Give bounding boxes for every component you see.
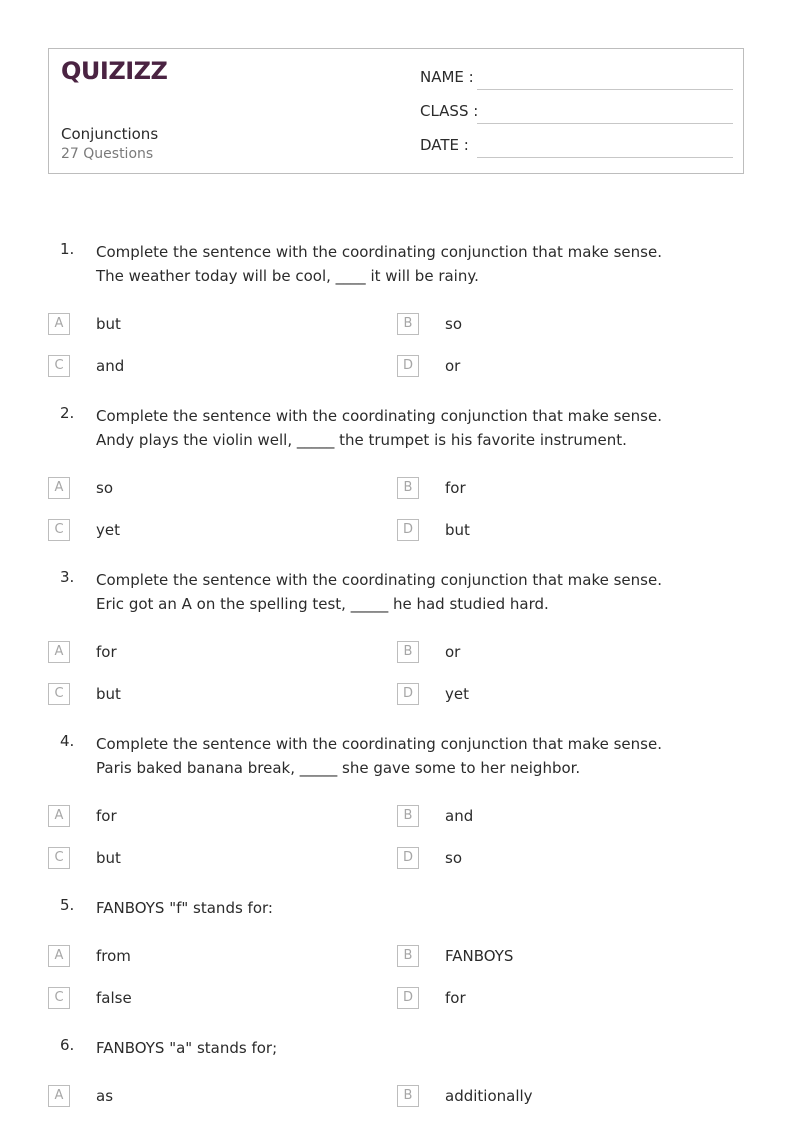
option-d[interactable] <box>397 519 697 543</box>
option-text: additionally <box>445 1087 533 1105</box>
question-line: FANBOYS "f" stands for: <box>96 899 273 917</box>
option-text: or <box>445 643 461 661</box>
option-letter: B <box>397 313 419 335</box>
question-text <box>96 568 736 616</box>
option-letter: B <box>397 945 419 967</box>
option-text: yet <box>445 685 469 703</box>
question-number: 1. <box>60 240 75 258</box>
option-letter: C <box>48 683 70 705</box>
option-letter: C <box>48 355 70 377</box>
option-text: false <box>96 989 132 1007</box>
option-text: for <box>445 989 466 1007</box>
option-b[interactable] <box>397 313 697 337</box>
question-count: 27 Questions <box>61 146 154 162</box>
question-number: 5. <box>60 896 75 914</box>
option-letter: C <box>48 519 70 541</box>
question-number: 4. <box>60 732 75 750</box>
question-text <box>96 1036 736 1060</box>
option-letter: A <box>48 477 70 499</box>
option-b[interactable] <box>397 641 697 665</box>
option-text: as <box>96 1087 114 1105</box>
option-a[interactable] <box>48 945 348 969</box>
option-b[interactable] <box>397 1085 697 1109</box>
option-letter: D <box>397 683 419 705</box>
option-letter: B <box>397 641 419 663</box>
option-text: so <box>445 315 462 333</box>
question-line: Complete the sentence with the coordinating conjunction that make sense. <box>96 243 662 261</box>
option-a[interactable] <box>48 477 348 501</box>
option-text: so <box>445 849 462 867</box>
worksheet-header <box>48 48 744 174</box>
class-line <box>477 123 733 124</box>
date-line <box>477 157 733 158</box>
question-line: Complete the sentence with the coordinating conjunction that make sense. <box>96 571 662 589</box>
option-a[interactable] <box>48 1085 348 1109</box>
option-a[interactable] <box>48 805 348 829</box>
option-text: for <box>96 807 117 825</box>
option-text: yet <box>96 521 120 539</box>
option-d[interactable] <box>397 355 697 379</box>
option-text: from <box>96 947 131 965</box>
option-text: but <box>96 315 121 333</box>
option-text: for <box>445 479 466 497</box>
question-text <box>96 896 736 920</box>
question-text <box>96 404 736 452</box>
option-letter: D <box>397 847 419 869</box>
option-d[interactable] <box>397 683 697 707</box>
option-text: but <box>96 849 121 867</box>
option-letter: A <box>48 805 70 827</box>
option-letter: B <box>397 805 419 827</box>
option-c[interactable] <box>48 355 348 379</box>
quizizz-logo: QUIZIZZ <box>61 57 168 85</box>
question-line: Complete the sentence with the coordinating conjunction that make sense. <box>96 407 662 425</box>
name-line <box>477 89 733 90</box>
option-letter: A <box>48 313 70 335</box>
option-c[interactable] <box>48 987 348 1011</box>
question-text <box>96 240 736 288</box>
question-line: The weather today will be cool, ____ it will be rainy. <box>96 267 479 285</box>
option-letter: A <box>48 1085 70 1107</box>
question-number: 3. <box>60 568 75 586</box>
option-c[interactable] <box>48 847 348 871</box>
question-line: Andy plays the violin well, _____ the trumpet is his favorite instrument. <box>96 431 627 449</box>
option-text: for <box>96 643 117 661</box>
option-text: but <box>96 685 121 703</box>
question-line: Eric got an A on the spelling test, _____ he had studied hard. <box>96 595 549 613</box>
option-letter: C <box>48 847 70 869</box>
option-c[interactable] <box>48 519 348 543</box>
option-c[interactable] <box>48 683 348 707</box>
option-d[interactable] <box>397 847 697 871</box>
question-line: Paris baked banana break, _____ she gave some to her neighbor. <box>96 759 581 777</box>
option-text: so <box>96 479 113 497</box>
date-label: DATE : <box>420 136 469 154</box>
option-text: or <box>445 357 461 375</box>
option-letter: A <box>48 641 70 663</box>
option-letter: B <box>397 477 419 499</box>
question-number: 2. <box>60 404 75 422</box>
class-label: CLASS : <box>420 102 479 120</box>
option-letter: D <box>397 355 419 377</box>
option-text: and <box>96 357 125 375</box>
option-text: but <box>445 521 470 539</box>
question-line: FANBOYS "a" stands for; <box>96 1039 278 1057</box>
option-b[interactable] <box>397 945 697 969</box>
option-b[interactable] <box>397 805 697 829</box>
option-a[interactable] <box>48 641 348 665</box>
question-line: Complete the sentence with the coordinating conjunction that make sense. <box>96 735 662 753</box>
option-letter: A <box>48 945 70 967</box>
option-letter: C <box>48 987 70 1009</box>
option-b[interactable] <box>397 477 697 501</box>
option-letter: D <box>397 987 419 1009</box>
option-a[interactable] <box>48 313 348 337</box>
option-letter: D <box>397 519 419 541</box>
question-text <box>96 732 736 780</box>
worksheet-title: Conjunctions <box>61 125 159 143</box>
name-label: NAME : <box>420 68 474 86</box>
option-d[interactable] <box>397 987 697 1011</box>
question-number: 6. <box>60 1036 75 1054</box>
option-text: FANBOYS <box>445 947 514 965</box>
option-text: and <box>445 807 474 825</box>
option-letter: B <box>397 1085 419 1107</box>
